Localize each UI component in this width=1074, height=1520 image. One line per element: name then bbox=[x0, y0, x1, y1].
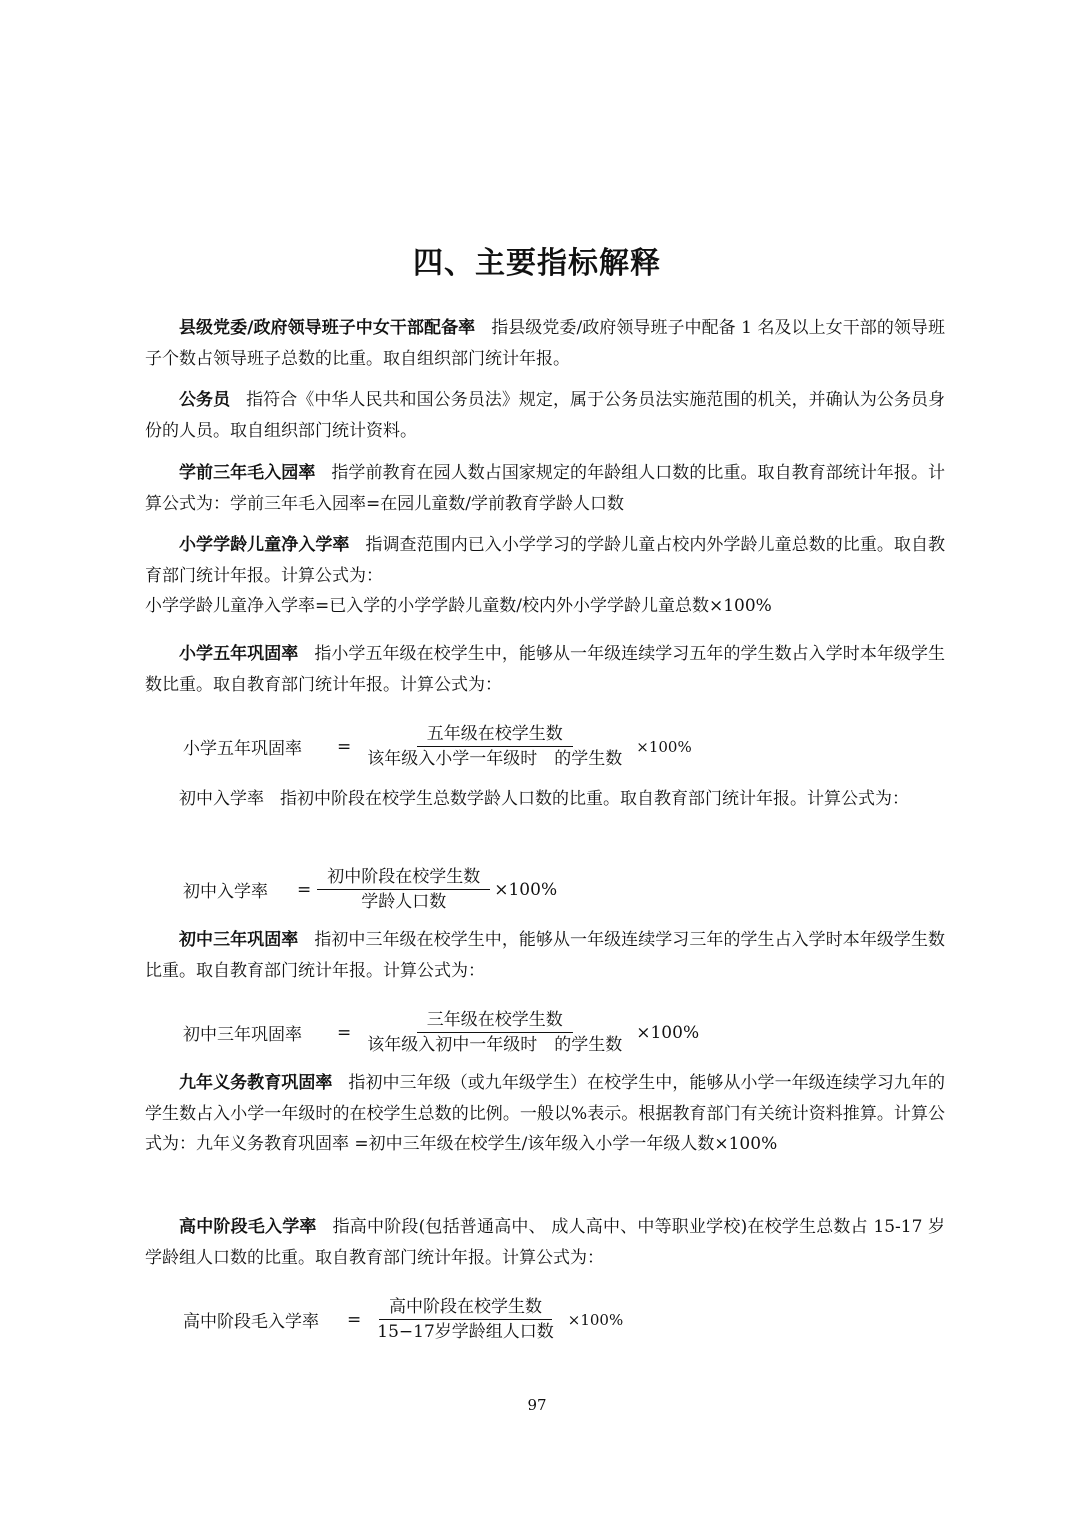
entry-primary-net-enrollment bbox=[145, 530, 945, 622]
formula-fraction bbox=[317, 867, 490, 912]
formula-numerator: 初中阶段在校学生数 bbox=[317, 867, 490, 890]
entry-text: 指符合《中华人民共和国公务员法》规定，属于公务员法实施范围的机关，并确认为公务员身份的人员。取自组织部门统计资料。 bbox=[145, 390, 945, 441]
formula-multiplier: ×100% bbox=[567, 1310, 624, 1329]
entry-paragraph bbox=[145, 1068, 945, 1160]
entry-paragraph bbox=[145, 639, 945, 700]
formula-numerator: 三年级在校学生数 bbox=[417, 1010, 573, 1033]
formula-denominator: 该年级入小学一年级时 的学生数 bbox=[367, 749, 623, 769]
entry-female-cadre-rate bbox=[145, 313, 945, 374]
entry-junior-enrollment bbox=[145, 784, 945, 815]
entry-paragraph bbox=[145, 925, 945, 986]
formula-fraction bbox=[357, 1010, 632, 1055]
entry-text: 指初中三年级在校学生中，能够从一年级连续学习三年的学生占入学时本年级学生数比重。取自教育部门统计年报。计算公式为： bbox=[145, 930, 946, 981]
page-number: 97 bbox=[527, 1396, 547, 1414]
entry-term: 学前三年毛入园率 bbox=[179, 463, 316, 483]
entry-paragraph bbox=[145, 385, 945, 446]
entry-formula-line: 小学学龄儿童净入学率=已入学的小学学龄儿童数/校内外小学学龄儿童总数×100% bbox=[145, 596, 772, 616]
entry-text: 指学前教育在园人数占国家规定的年龄组人口数的比重。取自教育部统计年报。计算公式为：学前三年毛入园率=在园儿童数/学前教育学龄人口数 bbox=[145, 463, 946, 514]
entry-term: 初中入学率 bbox=[179, 789, 264, 809]
formula-numerator: 高中阶段在校学生数 bbox=[379, 1297, 552, 1320]
entry-civil-servant bbox=[145, 385, 945, 446]
entry-senior-gross-enrollment bbox=[145, 1212, 945, 1273]
entry-term: 公务员 bbox=[179, 390, 231, 410]
formula-equals: = bbox=[337, 736, 352, 757]
entry-paragraph bbox=[145, 313, 945, 374]
formula-equals: = bbox=[347, 1309, 362, 1330]
entry-paragraph bbox=[145, 530, 945, 591]
entry-term: 九年义务教育巩固率 bbox=[179, 1073, 333, 1093]
formula-denominator: 学龄人口数 bbox=[361, 892, 447, 912]
formula-lhs: 高中阶段毛入学率 bbox=[183, 1312, 319, 1332]
formula-equals: = bbox=[337, 1022, 352, 1043]
entry-term: 小学学龄儿童净入学率 bbox=[179, 535, 350, 555]
formula-lhs: 初中入学率 bbox=[183, 882, 268, 902]
entry-term: 县级党委/政府领导班子中女干部配备率 bbox=[179, 318, 476, 338]
formula-lhs: 初中三年巩固率 bbox=[183, 1025, 302, 1045]
formula-multiplier: ×100% bbox=[636, 737, 692, 756]
formula-fraction bbox=[357, 724, 632, 769]
entry-text: 指高中阶段(包括普通高中、 成人高中、中等职业学校)在校学生总数占 15-17 岁学龄组人口数的比重。取自教育部门统计年报。计算公式为： bbox=[145, 1217, 946, 1268]
entry-paragraph bbox=[145, 1212, 945, 1273]
entry-preschool-enrollment bbox=[145, 458, 945, 519]
formula-senior-gross-enrollment bbox=[183, 1297, 623, 1342]
entry-primary-retention bbox=[145, 639, 945, 700]
formula-numerator: 五年级在校学生数 bbox=[417, 724, 573, 747]
entry-text: 指调查范围内已入小学学习的学龄儿童占校内外学龄儿童总数的比重。取自教育部门统计年报。计算公式为： bbox=[145, 535, 946, 586]
entry-text: 指初中阶段在校学生总数学龄人口数的比重。取自教育部门统计年报。计算公式为： bbox=[280, 789, 909, 809]
entry-term: 小学五年巩固率 bbox=[179, 644, 299, 664]
entry-compulsory-retention bbox=[145, 1068, 945, 1160]
section-title: 四、主要指标解释 bbox=[413, 246, 661, 281]
entry-term: 初中三年巩固率 bbox=[179, 930, 299, 950]
formula-junior-enrollment bbox=[183, 867, 557, 912]
entry-paragraph bbox=[145, 458, 945, 519]
formula-multiplier: ×100% bbox=[636, 1022, 700, 1043]
formula-multiplier: ×100% bbox=[494, 879, 558, 900]
entry-text: 指县级党委/政府领导班子中配备 1 名及以上女干部的领导班子个数占领导班子总数的比重。取自组织部门统计年报。 bbox=[145, 318, 945, 369]
entry-junior-retention bbox=[145, 925, 945, 986]
formula-fraction bbox=[367, 1297, 564, 1342]
formula-lhs: 小学五年巩固率 bbox=[183, 739, 302, 759]
entry-paragraph bbox=[145, 784, 945, 815]
formula-junior-retention bbox=[183, 1010, 699, 1055]
formula-denominator: 该年级入初中一年级时 的学生数 bbox=[367, 1035, 623, 1055]
entry-term: 高中阶段毛入学率 bbox=[179, 1217, 317, 1237]
entry-text: 指初中三年级（或九年级学生）在校学生中，能够从小学一年级连续学习九年的学生数占入小学一年级时的在校学生总数的比例。一般以%表示。根据教育部门有关统计资料推算。计算公式为：九年义务教育巩固率 =初中三年级在校学生/该年级入小学一年级人数×100% bbox=[145, 1073, 946, 1154]
formula-primary-retention bbox=[183, 724, 692, 769]
formula-equals: = bbox=[297, 879, 312, 900]
formula-denominator: 15−17岁学龄组人口数 bbox=[377, 1322, 554, 1342]
entry-text: 指小学五年级在校学生中，能够从一年级连续学习五年的学生数占入学时本年级学生数比重。取自教育部门统计年报。计算公式为： bbox=[145, 644, 946, 695]
